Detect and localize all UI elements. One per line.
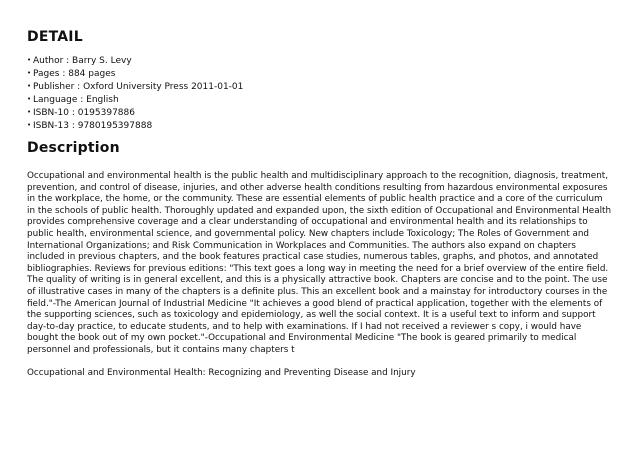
bullet-icon: • xyxy=(27,121,32,129)
detail-item-text: Pages : 884 pages xyxy=(33,69,116,79)
detail-item-isbn10 xyxy=(27,106,243,119)
bullet-icon: • xyxy=(27,95,32,103)
detail-item-publisher xyxy=(27,80,243,93)
detail-item-isbn13 xyxy=(27,119,243,132)
detail-item-pages xyxy=(27,67,243,80)
bullet-icon: • xyxy=(27,108,32,116)
detail-item-text: Language : English xyxy=(33,95,119,105)
detail-item-text: Author : Barry S. Levy xyxy=(33,56,132,66)
detail-item-language xyxy=(27,93,243,106)
detail-item-text: Publisher : Oxford University Press 2011-01-01 xyxy=(33,82,244,92)
bullet-icon: • xyxy=(27,56,32,64)
bullet-icon: • xyxy=(27,82,32,90)
detail-list xyxy=(27,54,243,132)
detail-item-text: ISBN-10 : 0195397886 xyxy=(33,108,135,118)
description-heading: Description xyxy=(27,140,120,156)
description-body: Occupational and environmental health is the public health and multidisciplinary approach to the recognition, diagnosis, treatment, prevention, and control of disease, injuries, and other adverse health conditions resulting from hazardous environmental exposures in the workplace, the home, or the community. These are essential elements of public health practice and a core of the curriculum in the schools of public health. Thoroughly updated and expanded upon, the sixth edition of Occupational and Environmental Health provides comprehensive coverage and a clear understanding of occupational and environmental health and its relationships to public health, environmental science, and governmental policy. New chapters include Toxicology; The Roles of Government and International Organizations; and Risk Communication in Workplaces and Communities. The authors also expand on chapters included in previous chapters, and the book features practical case studies, numerous tables, graphs, and photos, and annotated bibliographies. Reviews for previous editions: "This text goes a long way in meeting the need for a brief overview of the entire field. The quality of writing is in general excellent, and this is a physically attractive book. Chapters are concise and to the point. The use of illustrative cases in many of the chapters is a definite plus. This an excellent book and a mainstay for introductory courses in the field."-The American Journal of Industrial Medicine "It achieves a good blend of practical application, together with the elements of the supporting sciences, such as toxicology and epidemiology, as well the social context. It is a useful text to inform and support day-to-day practice, to educate students, and to help with examinations. If I had not received a reviewer s copy, i would have bought the book out of my own pocket."-Occupational and Environmental Medicine "The book is geared primarily to medical personnel and professionals, but it contains many chapters t xyxy=(27,171,612,355)
book-title-line: Occupational and Environmental Health: Recognizing and Preventing Disease and Injury xyxy=(27,368,416,378)
detail-item-author xyxy=(27,54,243,67)
bullet-icon: • xyxy=(27,69,32,77)
detail-heading: DETAIL xyxy=(27,29,83,45)
detail-item-text: ISBN-13 : 9780195397888 xyxy=(33,121,153,131)
